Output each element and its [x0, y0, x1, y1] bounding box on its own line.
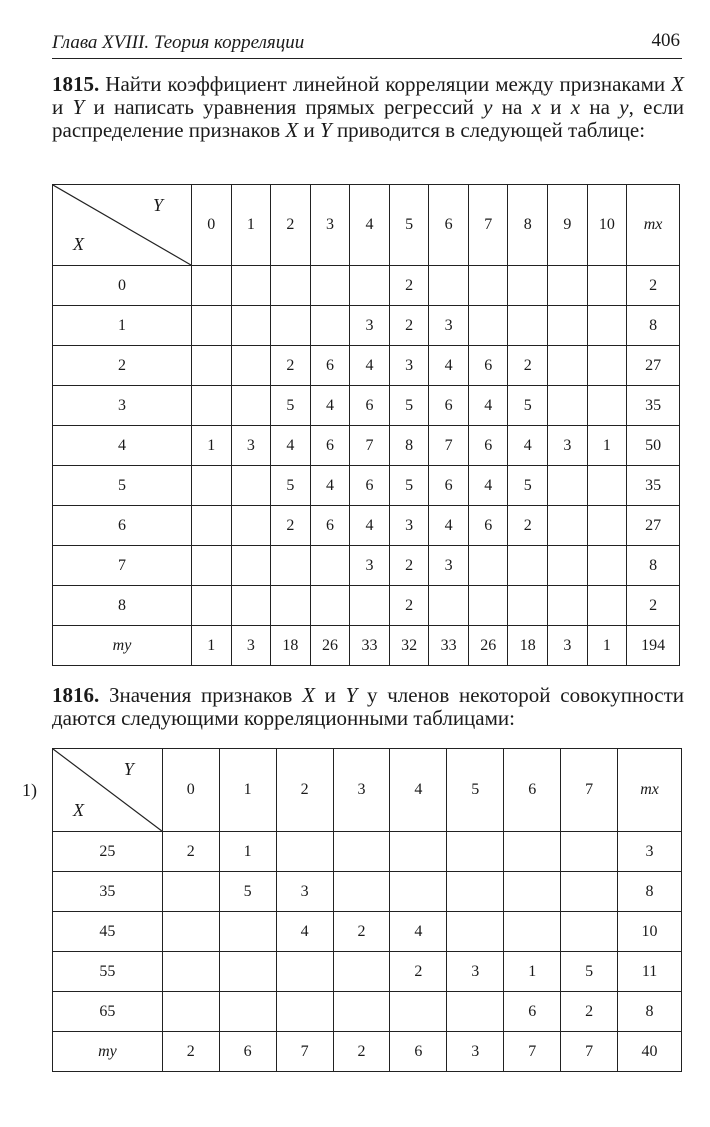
row-total: 2 — [627, 586, 680, 626]
page-number: 406 — [651, 30, 680, 51]
table-cell — [310, 306, 350, 346]
table-cell: 8 — [389, 426, 429, 466]
table-cell — [276, 832, 333, 872]
table-row — [53, 832, 682, 872]
table-cell: 2 — [389, 266, 429, 306]
table-cell: 7 — [429, 426, 469, 466]
text-span: Найти коэффициент линейной корреляции между признаками — [99, 72, 672, 96]
column-total: 2 — [333, 1032, 390, 1072]
table-row — [53, 306, 680, 346]
table-cell: 3 — [231, 426, 271, 466]
table-cell: 4 — [429, 346, 469, 386]
table-cell: 6 — [429, 386, 469, 426]
table-cell — [587, 346, 627, 386]
subtable-label: 1) — [22, 780, 37, 800]
row-total: 3 — [618, 832, 682, 872]
column-header: 5 — [389, 185, 429, 266]
table-cell: 4 — [310, 386, 350, 426]
table-cell: 4 — [468, 386, 508, 426]
table-cell — [276, 952, 333, 992]
column-total: 6 — [219, 1032, 276, 1072]
table-cell: 4 — [350, 346, 390, 386]
problem-number: 1816. — [52, 683, 100, 707]
total-column-header: mx — [618, 749, 682, 832]
table-cell — [231, 586, 271, 626]
table-cell — [447, 872, 504, 912]
table-cell: 4 — [350, 506, 390, 546]
table-cell: 3 — [447, 952, 504, 992]
table-cell: 7 — [350, 426, 390, 466]
column-header: 4 — [350, 185, 390, 266]
table-cell — [587, 306, 627, 346]
table-cell: 6 — [310, 346, 350, 386]
table-cell: 3 — [389, 506, 429, 546]
table-cell: 3 — [548, 426, 588, 466]
table-cell — [162, 872, 219, 912]
column-header: 6 — [504, 749, 561, 832]
table-row — [53, 346, 680, 386]
table-cell — [587, 466, 627, 506]
table-cell — [333, 992, 390, 1032]
table-cell — [447, 912, 504, 952]
table-cell — [219, 912, 276, 952]
table-cell: 2 — [389, 306, 429, 346]
header-row — [53, 749, 682, 832]
column-header: 0 — [162, 749, 219, 832]
row-header: 6 — [53, 506, 192, 546]
table-cell — [587, 266, 627, 306]
totals-row — [53, 626, 680, 666]
table-cell: 2 — [508, 506, 548, 546]
table-cell: 6 — [504, 992, 561, 1032]
grand-total: 194 — [627, 626, 680, 666]
table-cell — [548, 346, 588, 386]
y-axis-label: Y — [123, 759, 134, 779]
x-axis-label: X — [73, 800, 84, 820]
table-cell: 1 — [191, 426, 231, 466]
table-cell — [219, 952, 276, 992]
table-cell — [548, 306, 588, 346]
table-cell — [468, 306, 508, 346]
totals-row — [53, 1032, 682, 1072]
table-row — [53, 952, 682, 992]
table-cell — [191, 386, 231, 426]
table-cell: 2 — [508, 346, 548, 386]
table-cell: 1 — [587, 426, 627, 466]
table-cell — [191, 506, 231, 546]
diagonal-header-cell — [53, 185, 192, 266]
row-header: 2 — [53, 346, 192, 386]
table-cell — [191, 306, 231, 346]
y-axis-label: Y — [152, 195, 163, 215]
table-cell — [508, 266, 548, 306]
table-cell: 2 — [162, 832, 219, 872]
row-header: 3 — [53, 386, 192, 426]
table-cell: 1 — [219, 832, 276, 872]
table-cell — [271, 306, 311, 346]
column-total: 26 — [468, 626, 508, 666]
table-row — [53, 912, 682, 952]
row-header: 35 — [53, 872, 163, 912]
table-cell: 6 — [429, 466, 469, 506]
table-cell: 6 — [310, 506, 350, 546]
row-total: 2 — [627, 266, 680, 306]
table-cell — [231, 346, 271, 386]
table-cell — [271, 586, 311, 626]
table-cell — [429, 266, 469, 306]
table-cell — [561, 912, 618, 952]
table-cell — [548, 546, 588, 586]
text-span: и написать уравнения прямых регрессий — [84, 95, 484, 119]
table-cell: 2 — [271, 346, 311, 386]
table-cell: 2 — [271, 506, 311, 546]
table-cell — [390, 832, 447, 872]
table-cell — [310, 546, 350, 586]
table-row — [53, 506, 680, 546]
table-cell: 4 — [508, 426, 548, 466]
table-cell — [561, 872, 618, 912]
table-cell: 6 — [468, 506, 508, 546]
table-cell — [231, 306, 271, 346]
sym-x: x — [570, 95, 581, 119]
column-header: 10 — [587, 185, 627, 266]
row-header: 1 — [53, 306, 192, 346]
table-cell — [350, 266, 390, 306]
total-column-header: mx — [627, 185, 680, 266]
table-cell: 6 — [310, 426, 350, 466]
table-cell — [447, 832, 504, 872]
table-cell: 2 — [390, 952, 447, 992]
column-header: 7 — [561, 749, 618, 832]
column-header: 1 — [231, 185, 271, 266]
column-header: 8 — [508, 185, 548, 266]
column-header: 1 — [219, 749, 276, 832]
table-cell — [333, 952, 390, 992]
problem-1815-text — [52, 73, 684, 142]
table-cell — [468, 546, 508, 586]
row-header: 5 — [53, 466, 192, 506]
table-cell: 2 — [389, 586, 429, 626]
table-cell: 5 — [508, 386, 548, 426]
table-cell: 4 — [276, 912, 333, 952]
table-cell — [310, 586, 350, 626]
row-total: 35 — [627, 466, 680, 506]
table-cell — [504, 832, 561, 872]
table-cell — [548, 466, 588, 506]
row-total: 35 — [627, 386, 680, 426]
table-cell — [231, 466, 271, 506]
table-cell — [390, 992, 447, 1032]
text-span: и — [314, 683, 346, 707]
column-total: 3 — [447, 1032, 504, 1072]
column-total: 6 — [390, 1032, 447, 1072]
column-header: 3 — [310, 185, 350, 266]
correlation-table-1815 — [52, 184, 680, 666]
table-cell: 1 — [504, 952, 561, 992]
var-y: Y — [320, 118, 332, 142]
row-total: 8 — [618, 872, 682, 912]
column-header: 6 — [429, 185, 469, 266]
table-cell — [310, 266, 350, 306]
table-cell — [561, 832, 618, 872]
row-header: 4 — [53, 426, 192, 466]
column-total: 18 — [508, 626, 548, 666]
table-cell — [587, 546, 627, 586]
table-cell — [468, 586, 508, 626]
column-header: 3 — [333, 749, 390, 832]
table-cell: 5 — [271, 466, 311, 506]
table-cell — [231, 546, 271, 586]
row-total: 27 — [627, 506, 680, 546]
table-cell: 5 — [389, 466, 429, 506]
table-row — [53, 386, 680, 426]
column-total: 7 — [561, 1032, 618, 1072]
table-cell — [191, 266, 231, 306]
table-cell — [587, 506, 627, 546]
table-cell — [191, 346, 231, 386]
table-cell — [162, 912, 219, 952]
column-total: 1 — [191, 626, 231, 666]
table-cell — [191, 586, 231, 626]
table-cell — [271, 546, 311, 586]
text-span: Значения признаков — [99, 683, 303, 707]
table-cell — [231, 386, 271, 426]
header-row — [53, 185, 680, 266]
table-cell — [504, 872, 561, 912]
column-total: 3 — [231, 626, 271, 666]
table-cell — [508, 586, 548, 626]
table-cell — [548, 586, 588, 626]
row-total: 10 — [618, 912, 682, 952]
column-total: 7 — [276, 1032, 333, 1072]
column-total: 7 — [504, 1032, 561, 1072]
text-span: и — [540, 95, 571, 119]
text-span: , если распределение признаков — [52, 95, 684, 142]
table-cell — [333, 872, 390, 912]
table-cell — [447, 992, 504, 1032]
table-cell — [333, 832, 390, 872]
row-total: 27 — [627, 346, 680, 386]
table-cell: 3 — [429, 546, 469, 586]
column-header: 7 — [468, 185, 508, 266]
table-row — [53, 586, 680, 626]
column-header: 0 — [191, 185, 231, 266]
column-total: 33 — [350, 626, 390, 666]
table-cell: 4 — [390, 912, 447, 952]
row-header: 25 — [53, 832, 163, 872]
table-cell — [219, 992, 276, 1032]
diagonal-header-cell — [53, 749, 163, 832]
total-row-header: my — [53, 1032, 163, 1072]
table-cell — [548, 386, 588, 426]
row-total: 8 — [618, 992, 682, 1032]
text-span: на — [492, 95, 532, 119]
table-cell — [162, 992, 219, 1032]
table-cell: 3 — [350, 546, 390, 586]
column-total: 1 — [587, 626, 627, 666]
table-cell — [508, 546, 548, 586]
table-cell: 4 — [468, 466, 508, 506]
table-row — [53, 992, 682, 1032]
row-header: 0 — [53, 266, 192, 306]
total-row-header: my — [53, 626, 192, 666]
column-header: 5 — [447, 749, 504, 832]
table-cell — [504, 912, 561, 952]
var-x: X — [285, 118, 299, 142]
table-row — [53, 426, 680, 466]
table-cell: 5 — [219, 872, 276, 912]
table-cell — [468, 266, 508, 306]
table-row — [53, 466, 680, 506]
row-total: 8 — [627, 546, 680, 586]
table-cell: 5 — [561, 952, 618, 992]
text-span: и — [298, 118, 320, 142]
table-cell: 4 — [310, 466, 350, 506]
table-cell — [508, 306, 548, 346]
var-y: Y — [345, 683, 358, 707]
table-cell: 5 — [271, 386, 311, 426]
table-cell — [587, 586, 627, 626]
table-cell: 6 — [468, 426, 508, 466]
grand-total: 40 — [618, 1032, 682, 1072]
table-cell — [390, 872, 447, 912]
table-cell: 2 — [561, 992, 618, 1032]
problem-1816-text — [52, 684, 684, 730]
chapter-title: Глава XVIII. Теория корреляции — [52, 32, 305, 53]
table-row — [53, 872, 682, 912]
column-total: 2 — [162, 1032, 219, 1072]
problem-number: 1815. — [52, 72, 100, 96]
row-total: 50 — [627, 426, 680, 466]
table-cell — [191, 466, 231, 506]
column-total: 18 — [271, 626, 311, 666]
text-span: и — [52, 95, 73, 119]
table-cell: 4 — [429, 506, 469, 546]
row-header: 55 — [53, 952, 163, 992]
table-cell — [276, 992, 333, 1032]
running-header — [52, 30, 682, 59]
text-span: на — [580, 95, 620, 119]
var-x: X — [671, 72, 684, 96]
table-cell — [548, 266, 588, 306]
row-header: 45 — [53, 912, 163, 952]
text-span: приводится в следующей таблице: — [331, 118, 646, 142]
table-row — [53, 546, 680, 586]
var-x: X — [302, 683, 315, 707]
table-cell: 2 — [389, 546, 429, 586]
column-header: 4 — [390, 749, 447, 832]
table-cell: 3 — [276, 872, 333, 912]
table-cell — [548, 506, 588, 546]
var-y: Y — [72, 95, 85, 119]
table-cell — [231, 266, 271, 306]
table-cell — [429, 586, 469, 626]
table-cell — [587, 386, 627, 426]
table-cell — [271, 266, 311, 306]
table-cell: 6 — [350, 386, 390, 426]
column-total: 26 — [310, 626, 350, 666]
row-total: 11 — [618, 952, 682, 992]
column-total: 33 — [429, 626, 469, 666]
row-header: 65 — [53, 992, 163, 1032]
table-cell — [191, 546, 231, 586]
row-header: 7 — [53, 546, 192, 586]
table-cell — [350, 586, 390, 626]
table-cell — [162, 952, 219, 992]
table-cell: 3 — [350, 306, 390, 346]
sym-x: x — [531, 95, 541, 119]
row-total: 8 — [627, 306, 680, 346]
correlation-table-1816 — [52, 748, 682, 1072]
sym-y: y — [483, 95, 493, 119]
x-axis-label: X — [73, 234, 84, 254]
column-total: 3 — [548, 626, 588, 666]
table-cell: 6 — [468, 346, 508, 386]
table-cell: 2 — [333, 912, 390, 952]
table-cell: 3 — [389, 346, 429, 386]
text-span: у членов некоторой совокупности даются следующими корреляционными таблицами: — [52, 683, 685, 730]
column-header: 2 — [271, 185, 311, 266]
column-header: 2 — [276, 749, 333, 832]
table-cell: 5 — [508, 466, 548, 506]
column-total: 32 — [389, 626, 429, 666]
column-header: 9 — [548, 185, 588, 266]
table-cell: 5 — [389, 386, 429, 426]
table-row — [53, 266, 680, 306]
table-cell — [231, 506, 271, 546]
table-cell: 6 — [350, 466, 390, 506]
table-cell: 4 — [271, 426, 311, 466]
row-header: 8 — [53, 586, 192, 626]
sym-y: y — [619, 95, 629, 119]
table-cell: 3 — [429, 306, 469, 346]
